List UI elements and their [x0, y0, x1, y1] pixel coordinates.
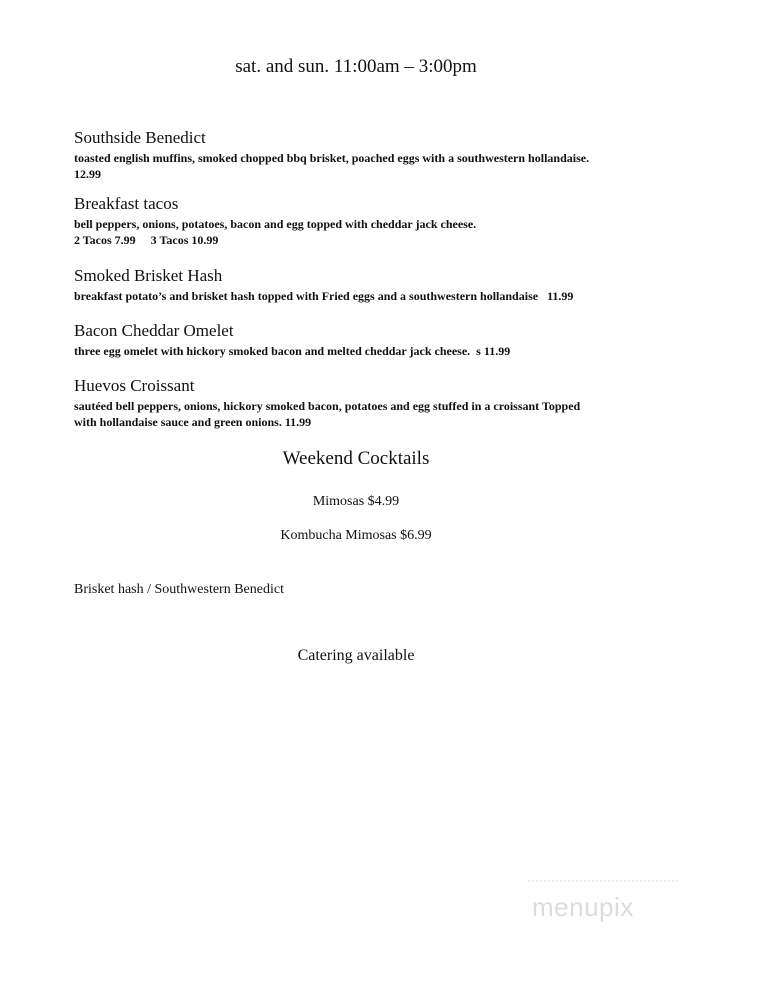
- item-name: Breakfast tacos: [74, 194, 179, 213]
- item-description-line: toasted english muffins, smoked chopped bbq brisket, poached eggs with a southwestern hollandaise.: [74, 151, 590, 165]
- item-description: [74, 216, 674, 248]
- menu-item: [74, 376, 674, 430]
- watermark-decoration: [528, 880, 678, 890]
- catering-notice: Catering available: [297, 647, 415, 664]
- item-description: [74, 288, 674, 304]
- item-price: 12.99: [74, 167, 101, 181]
- item-description-line: bell peppers, onions, potatoes, bacon and egg topped with cheddar jack cheese.: [74, 217, 477, 231]
- menupix-watermark: menupix: [532, 892, 634, 922]
- item-description: [74, 150, 674, 182]
- item-name: Smoked Brisket Hash: [74, 266, 223, 285]
- item-name: Bacon Cheddar Omelet: [74, 321, 234, 340]
- item-description-line: sautéed bell peppers, onions, hickory smoked bacon, potatoes and egg stuffed in a croissant Topped: [74, 399, 581, 413]
- menu-item: [74, 128, 674, 182]
- item-description: [74, 398, 674, 430]
- menu-note: Brisket hash / Southwestern Benedict: [74, 582, 284, 597]
- menu-item: [74, 266, 674, 304]
- menu-item: [74, 194, 674, 248]
- cocktails-heading: Weekend Cocktails: [282, 448, 430, 469]
- service-hours: sat. and sun. 11:00am – 3:00pm: [235, 56, 477, 77]
- menu-item: [74, 321, 674, 359]
- item-description-line: breakfast potato’s and brisket hash topped with Fried eggs and a southwestern hollandaise 11.99: [74, 289, 574, 303]
- item-name: Southside Benedict: [74, 128, 206, 147]
- item-price: 2 Tacos 7.99 3 Tacos 10.99: [74, 233, 219, 247]
- item-name: Huevos Croissant: [74, 376, 195, 395]
- cocktail-item: Mimosas $4.99: [312, 494, 400, 509]
- cocktail-item: Kombucha Mimosas $6.99: [280, 528, 432, 543]
- item-description-line: with hollandaise sauce and green onions. 11.99: [74, 415, 312, 429]
- item-description-line: three egg omelet with hickory smoked bacon and melted cheddar jack cheese. s 11.99: [74, 344, 511, 358]
- item-description: [74, 343, 674, 359]
